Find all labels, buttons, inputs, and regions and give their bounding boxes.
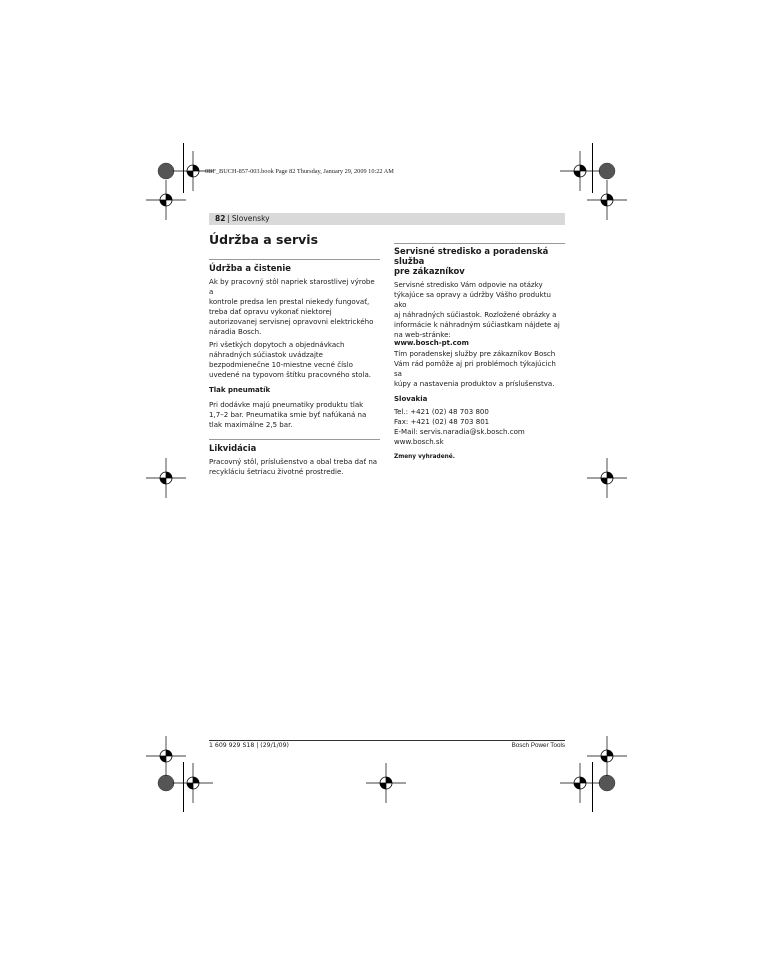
heading-service-center: Servisné stredisko a poradenská služba pre zákazníkov [394, 246, 549, 276]
contact-web[interactable]: www.bosch.sk [394, 436, 444, 446]
header-separator: | [227, 214, 230, 223]
heading-maintenance: Údržba a čistenie [209, 263, 291, 273]
left-column [209, 232, 380, 477]
paragraph-disposal: Pracovný stôl, príslušenstvo a obal treba dať na recykláciu šetriacu životné prostredie. [209, 456, 378, 476]
contact-tel: Tel.: +421 (02) 48 703 800 [394, 406, 489, 416]
crop-line [183, 143, 184, 193]
registration-mark-icon [146, 180, 186, 220]
paragraph-maintenance-1: Ak by pracovný stôl napriek starostlivej výrobe a kontrole predsa len prestal niekedy fungovať, treba dať opravu vykonať niektorej autorizovanej servisnej opravovni elektrického náradia Bosch. [209, 277, 375, 336]
divider [209, 259, 380, 260]
contact-email[interactable]: E-Mail: servis.naradia@sk.bosch.com [394, 426, 525, 436]
page-title: Údržba a servis [209, 232, 319, 247]
right-column [394, 243, 565, 462]
divider [209, 439, 380, 440]
paragraph-service-2: Tím poradenskej služby pre zákazníkov Bosch Vám rád pomôže aj pri problémoch týkajúcich sa kúpy a nastavenia produktov a príslušenstva. [394, 349, 556, 389]
footer-brand: Bosch Power Tools [511, 742, 565, 749]
country-heading: Slovakia [394, 394, 428, 403]
registration-mark-icon [587, 458, 627, 498]
page-header-bar [209, 213, 565, 225]
crop-line [592, 143, 593, 193]
registration-mark-icon [587, 736, 627, 776]
footer-doc-number: 1 609 929 S18 | (29/1/09) [209, 742, 289, 749]
paragraph-tire-pressure: Pri dodávke majú pneumatiky produktu tlak 1,7–2 bar. Pneumatika smie byť nafúkaná na tlak maximálne 2,5 bar. [209, 399, 367, 429]
heading-disposal: Likvidácia [209, 442, 257, 453]
registration-mark-icon [366, 763, 406, 803]
book-slug-line: 0BF_BUCH-857-003.book Page 82 Thursday, January 29, 2009 10:22 AM [205, 168, 394, 175]
section-name: Slovensky [231, 214, 270, 223]
registration-mark-icon [146, 458, 186, 498]
registration-mark-icon [173, 763, 213, 803]
bosch-url-link[interactable]: www.bosch-pt.com [394, 339, 469, 348]
heading-tire-pressure: Tlak pneumatík [209, 386, 271, 395]
paragraph-maintenance-2: Pri všetkých dopytoch a objednávkach náhradných súčiastok uvádzajte bezpodmienečne 10-miestne vecné číslo uvedené na typovom štítku pracovného stola. [209, 340, 372, 380]
divider [394, 243, 565, 244]
crop-line [183, 762, 184, 812]
contact-block [394, 407, 565, 447]
contact-fax: Fax: +421 (02) 48 703 801 [394, 416, 490, 426]
footer-divider [209, 740, 565, 741]
paragraph-service-1: Servisné stredisko Vám odpovie na otázky týkajúce sa opravy a údržby Vášho produktu ako aj náhradných súčiastok. Rozložené obrázky a informácie k náhradným súčiastkam nájdete aj na web-stránke: [394, 280, 560, 339]
page-number: 82 [215, 214, 226, 223]
registration-mark-icon [587, 180, 627, 220]
section-label [227, 214, 270, 223]
change-notice: Zmeny vyhradené. [394, 453, 455, 460]
crop-line [592, 762, 593, 812]
